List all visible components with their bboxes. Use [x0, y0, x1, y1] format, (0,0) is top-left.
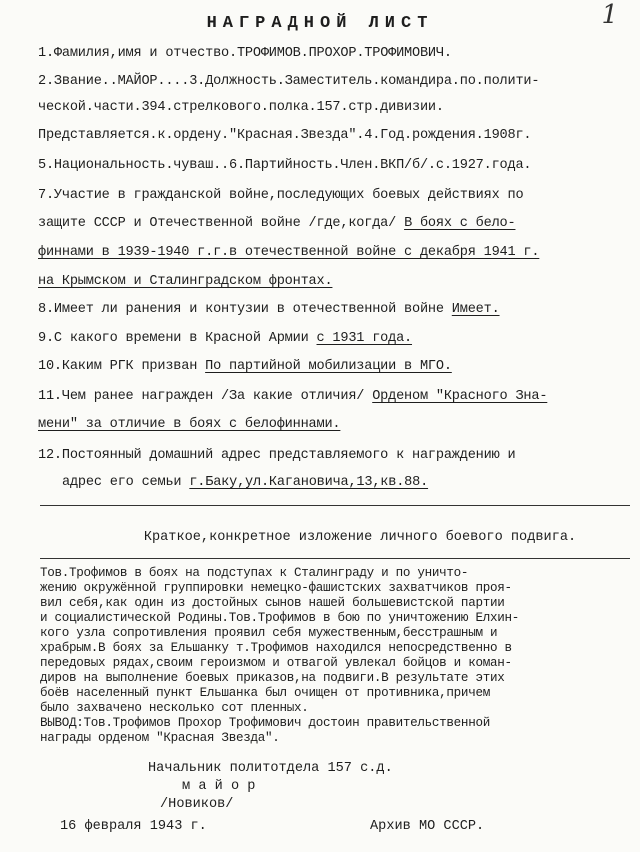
- field-line: ческой.части.394.стрелкового.полка.157.стр.дивизии.: [38, 100, 444, 115]
- body-line: диров на выполнение боевых приказов,на подвиги.В результате этих: [40, 671, 505, 685]
- body-line: Тов.Трофимов в боях на подступах к Сталинграду и по уничто-: [40, 566, 469, 580]
- field-line: на Крымском и Сталинградском фронтах.: [38, 274, 333, 289]
- field-line: 7.Участие в гражданской войне,последующих боевых действиях по: [38, 188, 524, 203]
- body-line: жению окружённой группировки немецко-фашистских захватчиков проя-: [40, 581, 512, 595]
- body-line: храбрым.В боях за Ельшанку т.Трофимов находился непосредственно в: [40, 641, 512, 655]
- archive-source: Архив МО СССР.: [370, 819, 485, 834]
- field-line: мени" за отличие в боях с белофиннами.: [38, 417, 341, 432]
- field-line: 2.Звание..МАЙОР....3.Должность.Заместитель.командира.по.полити-: [38, 74, 540, 89]
- field-line: Представляется.к.ордену."Красная.Звезда".4.Год.рождения.1908г.: [38, 128, 532, 143]
- field-line: защите СССР и Отечественной войне /где,когда/ В боях с бело-: [38, 216, 516, 231]
- field-line: адрес его семьи г.Баку,ул.Кагановича,13,кв.88.: [62, 475, 429, 490]
- field-line: 12.Постоянный домашний адрес представляемого к награждению и: [38, 448, 516, 463]
- field-line: 5.Национальность.чуваш..6.Партийность.Член.ВКП/б/.с.1927.года.: [38, 158, 532, 173]
- body-line: вил себя,как один из достойных сынов нашей большевистской партии: [40, 596, 505, 610]
- body-line: ВЫВОД:Тов.Трофимов Прохор Трофимович достоин правительственной: [40, 716, 490, 730]
- field-line: 10.Каким РГК призван По партийной мобилизации в МГО.: [38, 359, 452, 374]
- page-number: 1: [601, 0, 618, 30]
- body-line: передовых рядах,своим героизмом и отвагой увлекал бойцов и коман-: [40, 656, 512, 670]
- body-line: было захвачено несколько сот пленных.: [40, 701, 309, 715]
- field-line: финнами в 1939-1940 г.г.в отечественной войне с декабря 1941 г.: [38, 245, 540, 260]
- signer-position: Начальник политотдела 157 с.д.: [148, 761, 393, 776]
- body-line: боёв населенный пункт Ельшанка был очищен от противника,причем: [40, 686, 490, 700]
- signer-rank: м а й о р: [182, 779, 256, 794]
- body-line: награды орденом "Красная Звезда".: [40, 731, 280, 745]
- field-line: 1.Фамилия,имя и отчество.ТРОФИМОВ.ПРОХОР.ТРОФИМОВИЧ.: [38, 46, 452, 61]
- divider: [40, 558, 630, 559]
- field-line: 8.Имеет ли ранения и контузии в отечественной войне Имеет.: [38, 302, 500, 317]
- field-line: 9.С какого времени в Красной Армии с 1931 года.: [38, 331, 413, 346]
- summary-heading: Краткое,конкретное изложение личного боевого подвига.: [143, 530, 577, 545]
- document-title: НАГРАДНОЙ ЛИСТ: [206, 14, 434, 33]
- signer-name: /Новиков/: [160, 797, 234, 812]
- body-line: кого узла сопротивления проявил себя мужественным,бесстрашным и: [40, 626, 498, 640]
- divider: [40, 505, 630, 506]
- body-line: и социалистической Родины.Тов.Трофимов в бою по уничтожению Елхин-: [40, 611, 519, 625]
- document-date: 16 февраля 1943 г.: [60, 819, 207, 834]
- field-line: 11.Чем ранее награжден /За какие отличия/ Орденом "Красного Зна-: [38, 389, 548, 404]
